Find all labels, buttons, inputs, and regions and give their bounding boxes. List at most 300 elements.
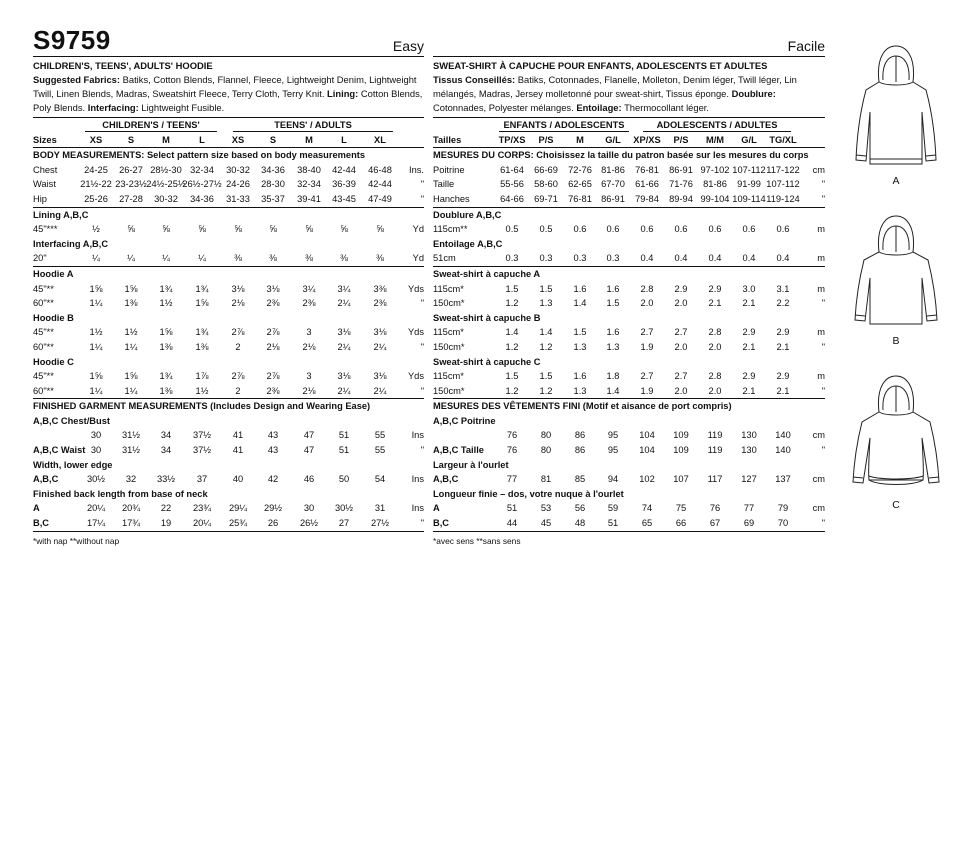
table-cell: 37	[196, 474, 208, 485]
fabrics-text: Batiks, Cotton Blends, Flannel, Fleece, Lightweight Denim, Lightweight Twill, Linen Blends, Madras, Sweatshirt Fleece, Terry Cloth, Terry Knit.	[33, 74, 417, 100]
table-cell: 46	[303, 474, 315, 485]
table-cell: 0.4	[640, 253, 654, 264]
table-cell: 94	[607, 474, 619, 485]
table-cell: 69-71	[534, 193, 558, 204]
unit-label: Ins	[411, 474, 424, 485]
table-cell: 2.1	[742, 298, 756, 309]
lining-text: Cotonnades, Polyester mélanges.	[433, 102, 577, 114]
table-cell: 67	[709, 518, 721, 529]
table-cell: 2¼	[337, 385, 351, 396]
unit-label: Yd	[412, 224, 424, 235]
row-label: 60"**	[33, 298, 54, 309]
table-cell: 20¾	[121, 503, 141, 514]
table-cell: 37½	[192, 445, 212, 456]
table-cell: 1.4	[505, 327, 519, 338]
table-cell: 104	[639, 430, 655, 441]
row-label: A	[33, 503, 40, 514]
table-cell: 2.7	[640, 327, 654, 338]
table-cell: 1.4	[606, 385, 620, 396]
row-label: 115cm*	[433, 371, 464, 382]
table-cell: 3.1	[776, 283, 790, 294]
table-cell: 75	[675, 503, 687, 514]
section-heading-row	[433, 399, 825, 414]
table-cell: 51	[338, 430, 350, 441]
sizes-label: Tailles	[433, 134, 462, 145]
table-cell: 51	[338, 445, 350, 456]
fabrics-text: Batiks, Cotonnades, Flanelle, Molleton, Denim léger, Twill léger, Lin mélangés, Madras, Jersey molletonné pour sweat-shirt, Tissus éponge.	[433, 74, 797, 100]
section-heading-row	[33, 237, 424, 252]
table-row	[433, 222, 825, 237]
interfacing-heading: Interfacing:	[87, 102, 139, 114]
interfacing-text: Thermocollant léger.	[621, 102, 710, 114]
table-cell: 1.2	[539, 385, 553, 396]
table-cell: 2.7	[674, 327, 688, 338]
table-cell: 2.9	[742, 327, 756, 338]
row-label: A,B,C	[433, 474, 459, 485]
size-group-adults: ADOLESCENTS / ADULTES	[643, 120, 791, 132]
table-cell: 30	[90, 430, 102, 441]
table-cell: 85	[574, 474, 586, 485]
table-cell: 104	[639, 445, 655, 456]
size-group-header	[33, 118, 424, 133]
table-cell: ⅝	[162, 224, 170, 235]
unit-label: "	[821, 518, 825, 529]
table-cell: 81-86	[601, 164, 625, 175]
section-heading-row	[33, 208, 424, 223]
table-cell: ⅝	[305, 224, 313, 235]
table-cell: 2	[235, 341, 241, 352]
unit-label: "	[821, 445, 825, 456]
table-cell: 17¼	[86, 518, 106, 529]
section-title: SWEAT-SHIRT À CAPUCHE POUR ENFANTS, ADOLESCENTS ET ADULTES	[433, 60, 768, 71]
section-heading-row	[433, 311, 825, 326]
table-cell: ⅝	[234, 224, 242, 235]
row-label: 150cm*	[433, 385, 465, 396]
section-heading: A,B,C Chest/Bust	[33, 415, 110, 426]
table-cell: 119-124	[766, 193, 800, 204]
table-row	[33, 428, 424, 443]
table-cell: 42	[267, 474, 279, 485]
row-label: A	[433, 503, 440, 514]
fabric-paragraph	[433, 73, 825, 118]
table-cell: 2⅜	[266, 385, 280, 396]
table-cell: 32-34	[190, 164, 214, 175]
table-cell: 2.2	[776, 298, 790, 309]
row-label: Hip	[33, 193, 47, 204]
view-label: B	[892, 335, 900, 347]
table-cell: 25-26	[84, 193, 108, 204]
table-cell: 2⅞	[231, 371, 245, 382]
table-cell: ⅜	[234, 253, 242, 264]
table-cell: 86-91	[669, 164, 693, 175]
table-cell: 1.6	[573, 371, 587, 382]
table-cell: 109	[673, 430, 689, 441]
unit-label: cm	[812, 430, 825, 441]
size-group-adults: TEENS' / ADULTS	[233, 120, 393, 132]
table-row	[33, 501, 424, 516]
table-cell: 74	[641, 503, 653, 514]
table-cell: 61-64	[500, 164, 524, 175]
row-label: 20"	[33, 253, 47, 264]
table-row	[33, 163, 424, 178]
view-b	[848, 212, 944, 347]
table-cell: 0.3	[505, 253, 519, 264]
table-row	[33, 369, 424, 384]
table-cell: 80	[540, 445, 552, 456]
table-cell: 1.6	[606, 283, 620, 294]
table-cell: 0.6	[640, 224, 654, 235]
table-cell: ¼	[198, 253, 206, 264]
size-col: S	[269, 134, 277, 145]
table-cell: 2.9	[708, 283, 722, 294]
table-cell: 86	[574, 430, 586, 441]
size-chart-table	[33, 148, 424, 531]
section-heading-row	[33, 487, 424, 502]
row-label: 45"***	[33, 224, 58, 235]
table-cell: 47	[303, 430, 315, 441]
unit-label: Ins	[411, 430, 424, 441]
size-group-children: CHILDREN'S / TEENS'	[85, 120, 217, 132]
section-heading-row	[33, 414, 424, 429]
table-cell: 1⅝	[159, 327, 173, 338]
table-cell: 3⅛	[231, 283, 245, 294]
unit-label: m	[817, 371, 825, 382]
unit-label: m	[817, 283, 825, 294]
table-cell: 34	[160, 445, 172, 456]
table-cell: 86-91	[601, 193, 625, 204]
table-cell: 2¼	[337, 341, 351, 352]
section-heading: Doublure A,B,C	[433, 209, 502, 220]
table-cell: 2.7	[674, 371, 688, 382]
table-cell: 23¾	[192, 503, 212, 514]
table-row	[433, 472, 825, 487]
table-cell: 2.0	[708, 341, 722, 352]
table-cell: ⅝	[127, 224, 135, 235]
hoodie-c-back-icon	[848, 372, 944, 492]
table-row	[33, 251, 424, 267]
section-heading-row	[433, 267, 825, 282]
size-col: L	[199, 134, 205, 145]
table-cell: 1⅝	[124, 371, 138, 382]
unit-label: "	[821, 179, 825, 190]
section-heading-row	[433, 208, 825, 223]
table-cell: 1⅝	[124, 283, 138, 294]
table-cell: 41	[232, 445, 244, 456]
table-row	[433, 443, 825, 458]
table-row	[433, 516, 825, 532]
table-cell: 1⅜	[159, 385, 173, 396]
table-cell: 1½	[89, 327, 103, 338]
footnote: *avec sens **sans sens	[433, 535, 521, 546]
table-cell: 0.6	[708, 224, 722, 235]
table-cell: ¼	[92, 253, 100, 264]
table-cell: 0.5	[539, 224, 553, 235]
table-cell: 1¼	[89, 298, 103, 309]
table-cell: 76	[506, 445, 518, 456]
row-label: 150cm*	[433, 341, 465, 352]
table-cell: 3⅜	[373, 283, 387, 294]
table-cell: 81-86	[703, 179, 727, 190]
table-cell: 46-48	[368, 164, 392, 175]
table-cell: 3⅛	[337, 371, 351, 382]
table-row	[33, 296, 424, 311]
table-cell: 72-76	[568, 164, 592, 175]
table-row	[433, 384, 825, 400]
section-heading: Finished back length from base of neck	[33, 488, 208, 499]
section-heading: Interfacing A,B,C	[33, 238, 109, 249]
table-cell: 0.6	[573, 224, 587, 235]
row-label: 60"**	[33, 385, 54, 396]
unit-label: Ins	[411, 503, 424, 514]
table-row	[433, 251, 825, 267]
unit-label: Yd	[412, 253, 424, 264]
size-col: XS	[89, 134, 103, 145]
table-row	[33, 384, 424, 400]
table-cell: 2¼	[373, 385, 387, 396]
table-cell: 56	[574, 503, 586, 514]
table-cell: 1¼	[89, 385, 103, 396]
table-cell: 1⅜	[124, 298, 138, 309]
difficulty-label: Easy	[392, 38, 424, 54]
table-row	[433, 282, 825, 297]
table-cell: 30-32	[154, 193, 178, 204]
size-col: P/S	[538, 134, 554, 145]
table-cell: 3⅛	[373, 371, 387, 382]
table-cell: 0.3	[573, 253, 587, 264]
row-label: A,B,C Taille	[433, 445, 484, 456]
section-heading-row	[433, 237, 825, 252]
unit-label: m	[817, 224, 825, 235]
section-heading: Hoodie C	[33, 356, 74, 367]
table-cell: 64-66	[500, 193, 524, 204]
table-cell: 41	[232, 430, 244, 441]
difficulty-label: Facile	[787, 38, 825, 54]
table-cell: 3	[306, 371, 312, 382]
size-header-row	[433, 133, 825, 149]
row-label: Waist	[33, 179, 56, 190]
table-row	[33, 516, 424, 532]
table-cell: 58-60	[534, 179, 558, 190]
table-cell: 1.5	[505, 371, 519, 382]
table-cell: 21½-22	[80, 179, 112, 190]
table-cell: 47-49	[368, 193, 392, 204]
table-cell: 2.1	[776, 341, 790, 352]
table-cell: 35-37	[261, 193, 285, 204]
size-col: XS	[231, 134, 245, 145]
table-cell: 1½	[124, 327, 138, 338]
table-cell: 1.5	[505, 283, 519, 294]
table-cell: ¼	[127, 253, 135, 264]
view-a	[848, 42, 944, 187]
table-cell: 0.4	[742, 253, 756, 264]
section-heading: Width, lower edge	[33, 459, 113, 470]
table-cell: 2.8	[640, 283, 654, 294]
table-cell: 3¼	[302, 283, 316, 294]
size-col: P/S	[673, 134, 689, 145]
table-cell: 2⅜	[302, 298, 316, 309]
table-cell: ¼	[162, 253, 170, 264]
table-cell: 0.4	[708, 253, 722, 264]
table-cell: 91-99	[737, 179, 761, 190]
unit-label: "	[821, 193, 825, 204]
lining-heading: Lining:	[327, 88, 359, 100]
fabric-paragraph	[33, 73, 424, 118]
row-label: 150cm*	[433, 298, 465, 309]
table-cell: 30½	[86, 474, 106, 485]
table-row	[433, 296, 825, 311]
unit-label: cm	[812, 503, 825, 514]
size-col: XP/XS	[633, 134, 661, 145]
table-cell: 1.5	[539, 283, 553, 294]
table-cell: 81	[540, 474, 552, 485]
row-label: 45"**	[33, 283, 54, 294]
table-row	[33, 443, 424, 458]
table-cell: 1.3	[539, 298, 553, 309]
section-heading-row	[33, 399, 424, 414]
table-cell: 2.0	[640, 298, 654, 309]
table-cell: 70	[777, 518, 789, 529]
table-cell: 2.7	[640, 371, 654, 382]
table-cell: 2.9	[776, 327, 790, 338]
section-heading: MESURES DES VÊTEMENTS FINI (Motif et aisance de port compris)	[433, 401, 732, 412]
table-cell: 42-44	[332, 164, 356, 175]
table-row	[433, 369, 825, 384]
table-row	[433, 163, 825, 178]
table-cell: 1¾	[159, 283, 173, 294]
table-cell: ⅜	[269, 253, 277, 264]
table-cell: 66-69	[534, 164, 558, 175]
table-cell: 20¼	[192, 518, 212, 529]
row-label: B,C	[433, 518, 450, 529]
table-cell: 2.0	[674, 298, 688, 309]
section-heading-row	[433, 458, 825, 473]
table-cell: 24-26	[226, 179, 250, 190]
unit-label: Ins.	[409, 164, 424, 175]
table-cell: 2.8	[708, 327, 722, 338]
table-cell: 32-34	[297, 179, 321, 190]
row-label: Hanches	[433, 193, 470, 204]
table-cell: ⅜	[305, 253, 313, 264]
section-heading: MESURES DU CORPS: Choisissez la taille du patron basée sur les mesures du corps	[433, 150, 809, 161]
table-cell: 51	[607, 518, 619, 529]
table-cell: 107	[673, 474, 689, 485]
table-cell: 102	[639, 474, 655, 485]
table-cell: 26½-27½	[182, 179, 222, 190]
table-cell: 22	[160, 503, 172, 514]
table-cell: 34	[160, 430, 172, 441]
table-cell: 2.1	[742, 341, 756, 352]
table-cell: 77	[506, 474, 518, 485]
size-col: S	[127, 134, 135, 145]
table-cell: 45	[540, 518, 552, 529]
unit-label: cm	[812, 164, 825, 175]
row-label: 115cm*	[433, 283, 464, 294]
section-heading: Hoodie B	[33, 312, 74, 323]
unit-label: "	[420, 193, 424, 204]
table-row	[433, 325, 825, 340]
unit-label: cm	[812, 474, 825, 485]
view-label: A	[892, 175, 900, 187]
fabrics-heading: Tissus Conseillés:	[433, 74, 516, 85]
table-cell: 3⅛	[337, 327, 351, 338]
section-heading: FINISHED GARMENT MEASUREMENTS (Includes Design and Wearing Ease)	[33, 401, 371, 412]
unit-label: "	[420, 341, 424, 352]
table-cell: 34-36	[190, 193, 214, 204]
section-heading-row	[33, 355, 424, 370]
section-heading-row	[33, 458, 424, 473]
table-cell: 30	[90, 445, 102, 456]
footnote: *with nap **without nap	[33, 535, 120, 546]
table-cell: 2.8	[708, 371, 722, 382]
table-cell: 31	[374, 503, 386, 514]
table-cell: 117-122	[766, 164, 800, 175]
table-row	[433, 192, 825, 208]
section-heading: Hoodie A	[33, 268, 74, 279]
table-cell: 1.9	[640, 341, 654, 352]
size-group-header	[433, 118, 825, 133]
table-cell: 1.6	[606, 327, 620, 338]
table-row	[33, 340, 424, 355]
table-cell: 29½	[263, 503, 283, 514]
table-row	[33, 177, 424, 192]
row-label: A,B,C	[33, 474, 59, 485]
table-cell: 1.4	[573, 298, 587, 309]
table-cell: 1.3	[573, 385, 587, 396]
table-cell: 40	[232, 474, 244, 485]
table-cell: 0.6	[742, 224, 756, 235]
view-label: C	[892, 499, 900, 511]
table-cell: 31-33	[226, 193, 250, 204]
table-cell: 2.1	[742, 385, 756, 396]
table-cell: 31½	[121, 430, 141, 441]
table-cell: 44	[506, 518, 518, 529]
section-heading-row	[433, 355, 825, 370]
table-cell: 24½-25½	[146, 179, 186, 190]
section-heading-row	[33, 148, 424, 163]
section-heading-row	[33, 311, 424, 326]
table-cell: 43	[267, 430, 279, 441]
table-cell: 107-112	[732, 164, 766, 175]
section-heading: Sweat-shirt à capuche A	[433, 268, 541, 279]
table-row	[33, 192, 424, 208]
table-cell: 43	[267, 445, 279, 456]
table-cell: 2⅛	[302, 341, 316, 352]
table-cell: 55-56	[500, 179, 524, 190]
table-cell: 1⅝	[195, 298, 209, 309]
size-col: TG/XL	[769, 134, 797, 145]
table-cell: 23-23½	[115, 179, 147, 190]
table-cell: 76	[506, 430, 518, 441]
table-cell: 24-25	[84, 164, 108, 175]
row-label: 51cm	[433, 253, 456, 264]
table-row	[33, 282, 424, 297]
section-heading: A,B,C Poitrine	[433, 415, 496, 426]
table-cell: 99-104	[700, 193, 730, 204]
row-label: 45"**	[33, 371, 54, 382]
table-cell: 34-36	[261, 164, 285, 175]
size-col: M	[305, 134, 313, 145]
table-cell: 2¼	[373, 341, 387, 352]
table-cell: 1¼	[89, 341, 103, 352]
table-cell: 17¾	[121, 518, 141, 529]
table-cell: 1.4	[539, 327, 553, 338]
table-cell: 1⅝	[89, 371, 103, 382]
table-cell: ⅝	[269, 224, 277, 235]
table-cell: 137	[775, 474, 791, 485]
table-cell: 1.2	[505, 385, 519, 396]
table-cell: 89-94	[669, 193, 693, 204]
table-cell: 2⅞	[231, 327, 245, 338]
